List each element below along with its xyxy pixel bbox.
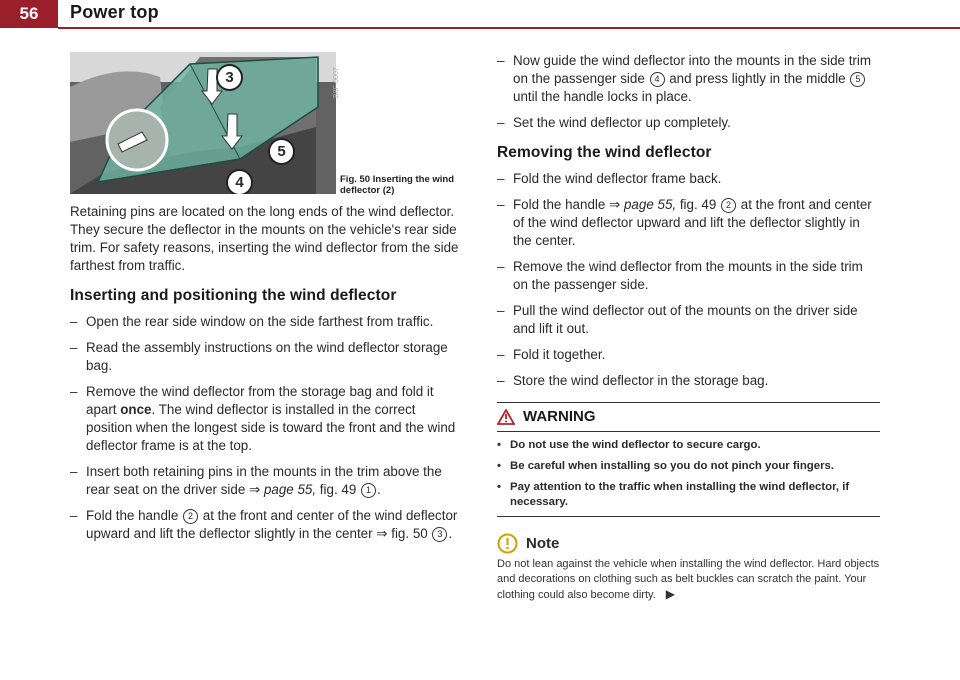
figure-caption: Fig. 50 Inserting the wind deflector (2) bbox=[340, 174, 455, 196]
step-item: – Fold the handle ⇒ page 55, fig. 49 2 at the front and center of the wind deflector upward and lift the deflector slightly in the center. bbox=[497, 196, 880, 250]
number-1: 1 bbox=[361, 483, 376, 498]
number-5: 5 bbox=[850, 72, 865, 87]
right-column bbox=[497, 52, 880, 603]
warning-title: WARNING bbox=[523, 408, 596, 425]
note-circle-icon bbox=[497, 533, 518, 554]
number-2: 2 bbox=[183, 509, 198, 524]
step-item: – Remove the wind deflector from the storage bag and fold it apart once. The wind deflector is installed in the correct position when the longest side is toward the front and the wind deflector frame is at the top. bbox=[70, 383, 462, 455]
step-item: – Fold it together. bbox=[497, 346, 880, 364]
page-number: 56 bbox=[0, 0, 58, 28]
callout-3: 3 bbox=[216, 64, 243, 91]
number-4: 4 bbox=[650, 72, 665, 87]
continue-arrow-icon: ▶ bbox=[665, 587, 676, 601]
warning-item: • Pay attention to the traffic when installing the wind deflector, if necessary. bbox=[497, 480, 880, 510]
figure-code: B8F-0007 bbox=[333, 67, 340, 98]
warning-triangle-icon bbox=[497, 409, 515, 425]
note-title: Note bbox=[526, 534, 560, 552]
step-item: – Fold the handle 2 at the front and center of the wind deflector upward and lift the deflector slightly in the center ⇒ fig. 50 3 . bbox=[70, 507, 462, 543]
note-text: Do not lean against the vehicle when installing the wind deflector. Hard objects and decorations on clothing such as belt buckles can scratch the paint. Your clothing could also become dirty. ▶ bbox=[497, 558, 880, 601]
step-item: – Now guide the wind deflector into the mounts in the side trim on the passenger side 4 and press lightly in the middle 5 until the handle locks in place. bbox=[497, 52, 880, 106]
warning-box bbox=[497, 402, 880, 517]
removing-heading: Removing the wind deflector bbox=[497, 144, 712, 161]
warning-list bbox=[497, 438, 880, 510]
callout-5: 5 bbox=[268, 138, 295, 165]
figure-50 bbox=[70, 52, 462, 194]
step-item: – Store the wind deflector in the storage bag. bbox=[497, 372, 880, 390]
step-item: – Set the wind deflector up completely. bbox=[497, 114, 880, 132]
left-column bbox=[70, 52, 462, 551]
header-rule bbox=[58, 27, 960, 29]
step-item: – Open the rear side window on the side farthest from traffic. bbox=[70, 313, 462, 331]
step-item: – Pull the wind deflector out of the mounts on the driver side and lift it out. bbox=[497, 302, 880, 338]
step-item: – Fold the wind deflector frame back. bbox=[497, 170, 880, 188]
step-item: – Insert both retaining pins in the mounts in the trim above the rear seat on the driver side ⇒ page 55, fig. 49 1 . bbox=[70, 463, 462, 499]
note-header bbox=[497, 533, 880, 554]
section-title: Power top bbox=[70, 2, 159, 22]
inserting-steps bbox=[70, 313, 462, 543]
intro-paragraph: Retaining pins are located on the long ends of the wind deflector. They secure the deflector in the mounts on the vehicle's rear side trim. For safety reasons, inserting the wind deflector from the side farthest from traffic. bbox=[70, 204, 459, 273]
warning-header bbox=[497, 403, 880, 432]
removing-steps bbox=[497, 170, 880, 390]
positioning-steps bbox=[497, 52, 880, 132]
warning-item: • Be careful when installing so you do not pinch your fingers. bbox=[497, 459, 880, 474]
step-item: – Read the assembly instructions on the wind deflector storage bag. bbox=[70, 339, 462, 375]
callout-4: 4 bbox=[226, 169, 253, 194]
number-3: 3 bbox=[432, 527, 447, 542]
step-item: – Remove the wind deflector from the mounts in the side trim on the passenger side. bbox=[497, 258, 880, 294]
warning-item: • Do not use the wind deflector to secure cargo. bbox=[497, 438, 880, 453]
number-2: 2 bbox=[721, 198, 736, 213]
inserting-heading: Inserting and positioning the wind deflector bbox=[70, 287, 397, 304]
